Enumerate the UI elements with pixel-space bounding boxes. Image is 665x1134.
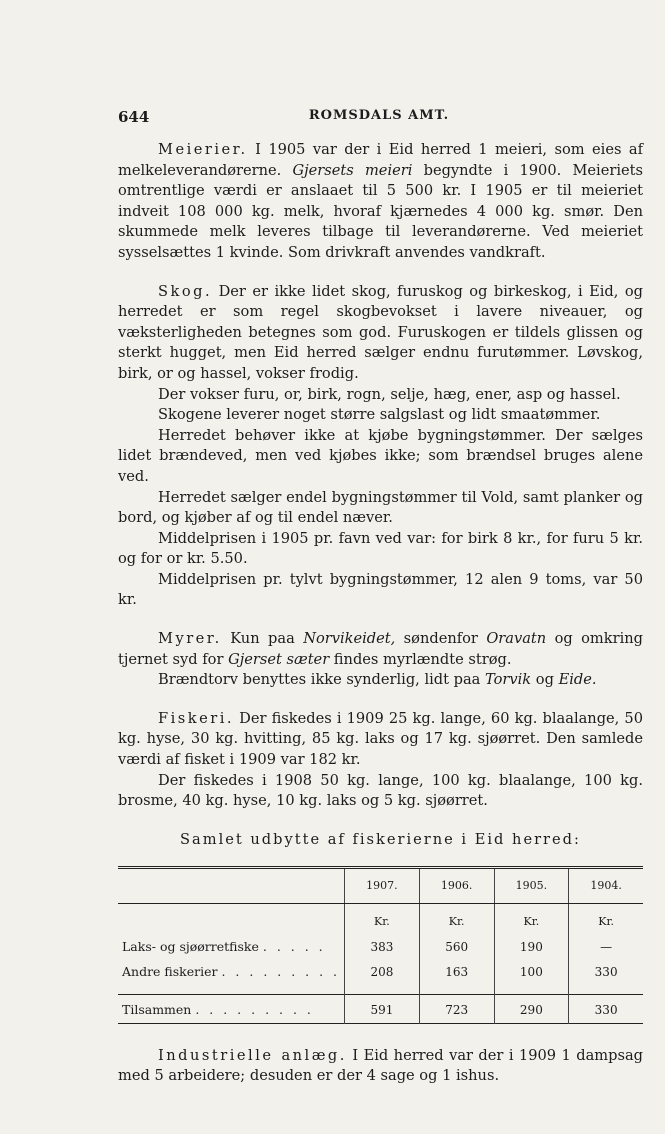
table-cell: 330 (569, 960, 643, 985)
total-label: Tilsammen (122, 1002, 192, 1018)
total-cell: 591 (345, 994, 420, 1023)
paragraph-text: Der fiskedes i 1909 25 kg. lange, 60 kg. blaalange, 50 kg. hyse, 30 kg. hvitting, 85 kg. laks og 17 kg. sjøørret. Den samlede værdi af fisket i 1909 var 182 kr. (118, 709, 643, 769)
table-cell: — (569, 935, 643, 960)
unit-cell: Kr. (345, 904, 420, 935)
table-cell: 100 (494, 960, 569, 985)
paragraph-text: begyndte i 1900. Meieriets omtrentlige værdi er anslaaet til 5 500 kr. I 1905 er til meieriet indveit 108 000 kg. melk, hvoraf kjærnedes 4 000 kg. smør. Den skummede melk leveres tilbage til leverandørerne. Ved meieriet sysselsættes 1 kvinde. Som drivkraft anvendes vandkraft. (118, 161, 643, 261)
section-industri (118, 1046, 643, 1087)
section-meierier (118, 140, 643, 264)
table-cell: 190 (494, 935, 569, 960)
paragraph: Herredet behøver ikke at kjøbe bygningstømmer. Der sælges lidet brændeved, men ved kjøbes ikke; som brændsel bruges alene ved. (118, 426, 643, 485)
table-header-row (118, 868, 643, 904)
paragraph-text: Der er ikke lidet skog, furuskog og birkeskog, i Eid, og herredet er som regel skogbevokset i lavere niveauer, og væksterligheden betegnes som god. Furuskogen er tildels glissen og sterkt hugget, men Eid herred sælger endnu furutømmer. Løvskog, birk, or og hassel, vokser frodig. (118, 282, 643, 382)
place-name: Torvik (485, 671, 532, 689)
section-lead: Industrielle anlæg. (158, 1046, 347, 1064)
paragraph: Herredet sælger endel bygningstømmer til Vold, samt planker og bord, og kjøber af og til endel næver. (118, 488, 643, 527)
table-total-row (118, 994, 643, 1023)
row-dots: . . . . . . . . . (195, 1002, 314, 1018)
year-header: 1905. (494, 868, 569, 904)
page-number: 644 (118, 108, 150, 126)
paragraph-text: I Eid herred var der i 1909 1 dampsag med 5 arbeidere; desuden er der 4 sage og 1 ishus. (118, 1046, 643, 1085)
table-title: Samlet udbytte af fiskerierne i Eid herred: (180, 830, 581, 848)
unit-cell: Kr. (419, 904, 494, 935)
paragraph: Der fiskedes i 1908 50 kg. lange, 100 kg. blaalange, 100 kg. brosme, 40 kg. hyse, 10 kg. laks og 5 kg. sjøørret. (118, 771, 643, 810)
section-lead: Myrer. (158, 630, 222, 648)
row-dots: . . . . . . . . . (221, 963, 341, 979)
section-lead: Fiskeri. (158, 709, 235, 727)
table-row (118, 960, 643, 985)
paragraph-text: findes myrlændte strøg. (329, 650, 512, 668)
year-header: 1907. (345, 868, 420, 904)
section-fiskeri (118, 709, 643, 771)
table-spacer (118, 984, 643, 994)
table-cell: 163 (419, 960, 494, 985)
table-cell: 208 (345, 960, 420, 985)
place-name: Norvikeidet, (303, 630, 396, 648)
row-dots: . . . . . (262, 939, 326, 954)
section-lead: Skog. (158, 282, 213, 300)
row-label: Andre fiskerier (122, 963, 218, 979)
paragraph-text: I 1905 var der i Eid herred 1 meieri, som eies af melkeleverandørerne. (118, 141, 643, 179)
paragraph-text: søndenfor (395, 630, 487, 648)
total-cell: 723 (419, 994, 494, 1023)
paragraph: Skogene leverer noget større salgslast og lidt smaatømmer. (158, 406, 601, 424)
paragraph: Middelprisen pr. tylvt bygningstømmer, 12 alen 9 toms, var 50 kr. (118, 570, 643, 609)
section-skog (118, 282, 643, 385)
paragraph-text: Brændtorv benyttes ikke synderlig, lidt paa (158, 671, 486, 689)
total-cell: 330 (569, 994, 643, 1023)
body-text (118, 140, 643, 1103)
section-lead: Meierier. (158, 141, 248, 158)
paragraph: Der vokser furu, or, birk, rogn, selje, hæg, ener, asp og hassel. (158, 385, 621, 403)
unit-cell: Kr. (494, 904, 569, 935)
fishery-table (118, 866, 643, 1023)
row-label: Laks- og sjøørretfiske (122, 939, 259, 954)
table-cell: 560 (419, 935, 494, 960)
paragraph-text: og omkring tjernet syd for (118, 630, 643, 668)
place-name: Eide. (558, 671, 597, 689)
place-name: Gjersets meieri (292, 161, 413, 179)
paragraph-text: og (531, 671, 559, 689)
paragraph (118, 670, 643, 691)
paragraph: Middelprisen i 1905 pr. favn ved var: for birk 8 kr., for furu 5 kr. og for or kr. 5.50. (118, 529, 643, 568)
year-header: 1906. (419, 868, 494, 904)
unit-row (118, 904, 643, 935)
table-row (118, 935, 643, 960)
total-cell: 290 (494, 994, 569, 1023)
table-header-blank (118, 868, 345, 904)
running-head: ROMSDALS AMT. (308, 108, 450, 123)
unit-cell: Kr. (569, 904, 643, 935)
paragraph-text: Kun paa (221, 630, 304, 648)
page-header (114, 108, 644, 132)
place-name: Oravatn (486, 630, 547, 648)
table-cell: 383 (345, 935, 420, 960)
year-header: 1904. (569, 868, 643, 904)
place-name: Gjerset sæter (228, 650, 330, 668)
section-myrer (118, 629, 643, 670)
